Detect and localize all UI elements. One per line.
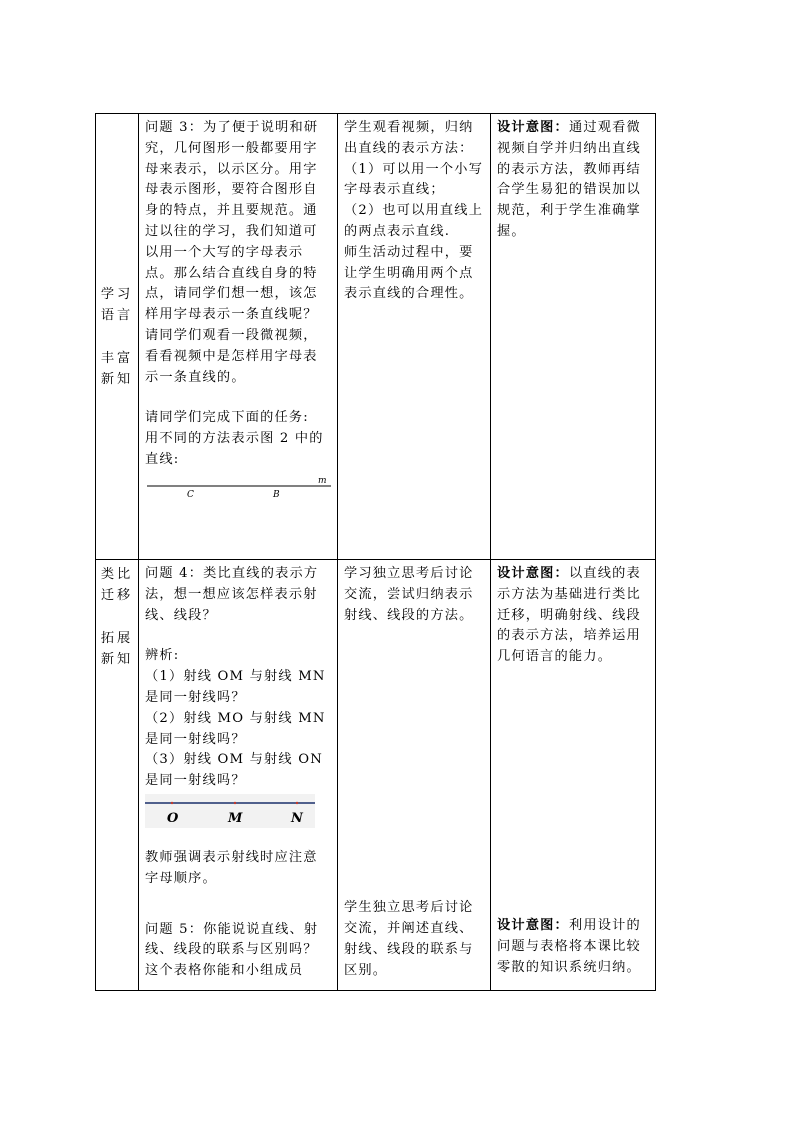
ray-figure-svg	[145, 794, 315, 828]
analysis-label: 辨析:	[145, 648, 180, 664]
student-part-2: 学生独立思考后讨论交流，并阐述直线、射线、线段的联系与区别。	[344, 900, 474, 978]
point-o	[171, 802, 173, 804]
intent-label: 设计意图：	[497, 917, 569, 933]
student-part-1: 学习独立思考后讨论交流，尝试归纳表示射线、线段的方法。	[344, 566, 474, 623]
question-5: 问题 5：你能说说直线、射线、线段的联系与区别吗？	[145, 921, 319, 958]
stage-label: 丰富	[100, 350, 134, 366]
point-m	[234, 802, 236, 804]
student-activity-cell	[338, 560, 491, 991]
label-m: M	[228, 810, 244, 826]
question-3: 问题 3：为了便于说明和研究，几何图形一般都要用字母来表示，以示区分。用字母表示图形，要符合图形自身的特点，并且要规范。通过以往的学习，我们知道可以用一个大写的字母表示点。那么结合直线自身的特点，请同学们想一想，该怎样用字母表示一条直线呢？请同学们观看一段微视频，看看视频中是怎样用字母表示一条直线的。	[145, 120, 319, 385]
intent-label: 设计意图：	[497, 566, 569, 581]
teacher-activity-cell	[139, 560, 338, 991]
question-4: 问题 4：类比直线的表示方法，想一想应该怎样表示射线、线段？	[145, 566, 319, 623]
label-n: N	[291, 810, 305, 826]
line-figure	[145, 475, 331, 499]
student-intro: 学生观看视频，归纳出直线的表示方法：	[344, 120, 474, 156]
table-row	[96, 114, 656, 560]
analysis-q1: （1）射线 OM 与射线 MN 是同一射线吗？	[145, 669, 326, 705]
task-intro: 请同学们完成下面的任务:	[145, 410, 309, 426]
student-activity-cell	[338, 114, 491, 560]
stage-label: 新知	[100, 652, 134, 667]
lesson-plan-table	[95, 113, 656, 991]
teacher-emphasis: 教师强调表示射线时应注意字母顺序。	[145, 849, 318, 886]
stage-label: 语言	[100, 307, 134, 323]
stage-cell	[96, 560, 139, 991]
intent-text: 通过观看微视频自学并归纳出直线的表示方法，教师再结合学生易犯的错误加以规范，利于学生准确掌握。	[497, 120, 641, 239]
stage-label: 新知	[100, 371, 134, 387]
design-intent-cell	[491, 114, 656, 560]
stage-label: 学习	[100, 286, 134, 302]
intent-text: 利用设计的问题与表格将本课比较零散的知识系统归纳。	[497, 917, 641, 975]
question-5-continued: 这个表格你能和小组成员	[145, 963, 304, 979]
table-row	[96, 560, 656, 991]
label-m: m	[318, 475, 328, 486]
label-b: B	[273, 489, 281, 499]
ray-figure	[145, 794, 315, 828]
line-figure-svg	[145, 475, 331, 499]
student-note: 师生活动过程中，要让学生明确用两个点表示直线的合理性。	[344, 244, 474, 302]
label-o: O	[167, 810, 180, 826]
analysis-q3: （3）射线 OM 与射线 ON 是同一射线吗？	[145, 752, 323, 789]
stage-cell	[96, 114, 139, 560]
design-intent-cell	[491, 560, 656, 991]
stage-label: 迁移	[100, 588, 134, 603]
label-c: C	[187, 489, 196, 499]
stage-label: 拓展	[100, 631, 134, 646]
intent-label: 设计意图：	[497, 120, 569, 135]
student-method-1: （1）可以用一个小写字母表示直线；	[344, 161, 484, 198]
point-n	[296, 802, 298, 804]
intent-text: 以直线的表示方法为基础进行类比迁移，明确射线、线段的表示方法，培养运用几何语言的能力。	[497, 566, 641, 665]
analysis-q2: （2）射线 MO 与射线 MN 是同一射线吗？	[145, 710, 326, 747]
student-method-2: （2）也可以用直线上的两点表示直线.	[344, 203, 484, 239]
teacher-activity-cell	[139, 114, 338, 560]
stage-label: 类比	[100, 567, 134, 582]
task-text: 用不同的方法表示图 2 中的直线:	[145, 431, 324, 467]
